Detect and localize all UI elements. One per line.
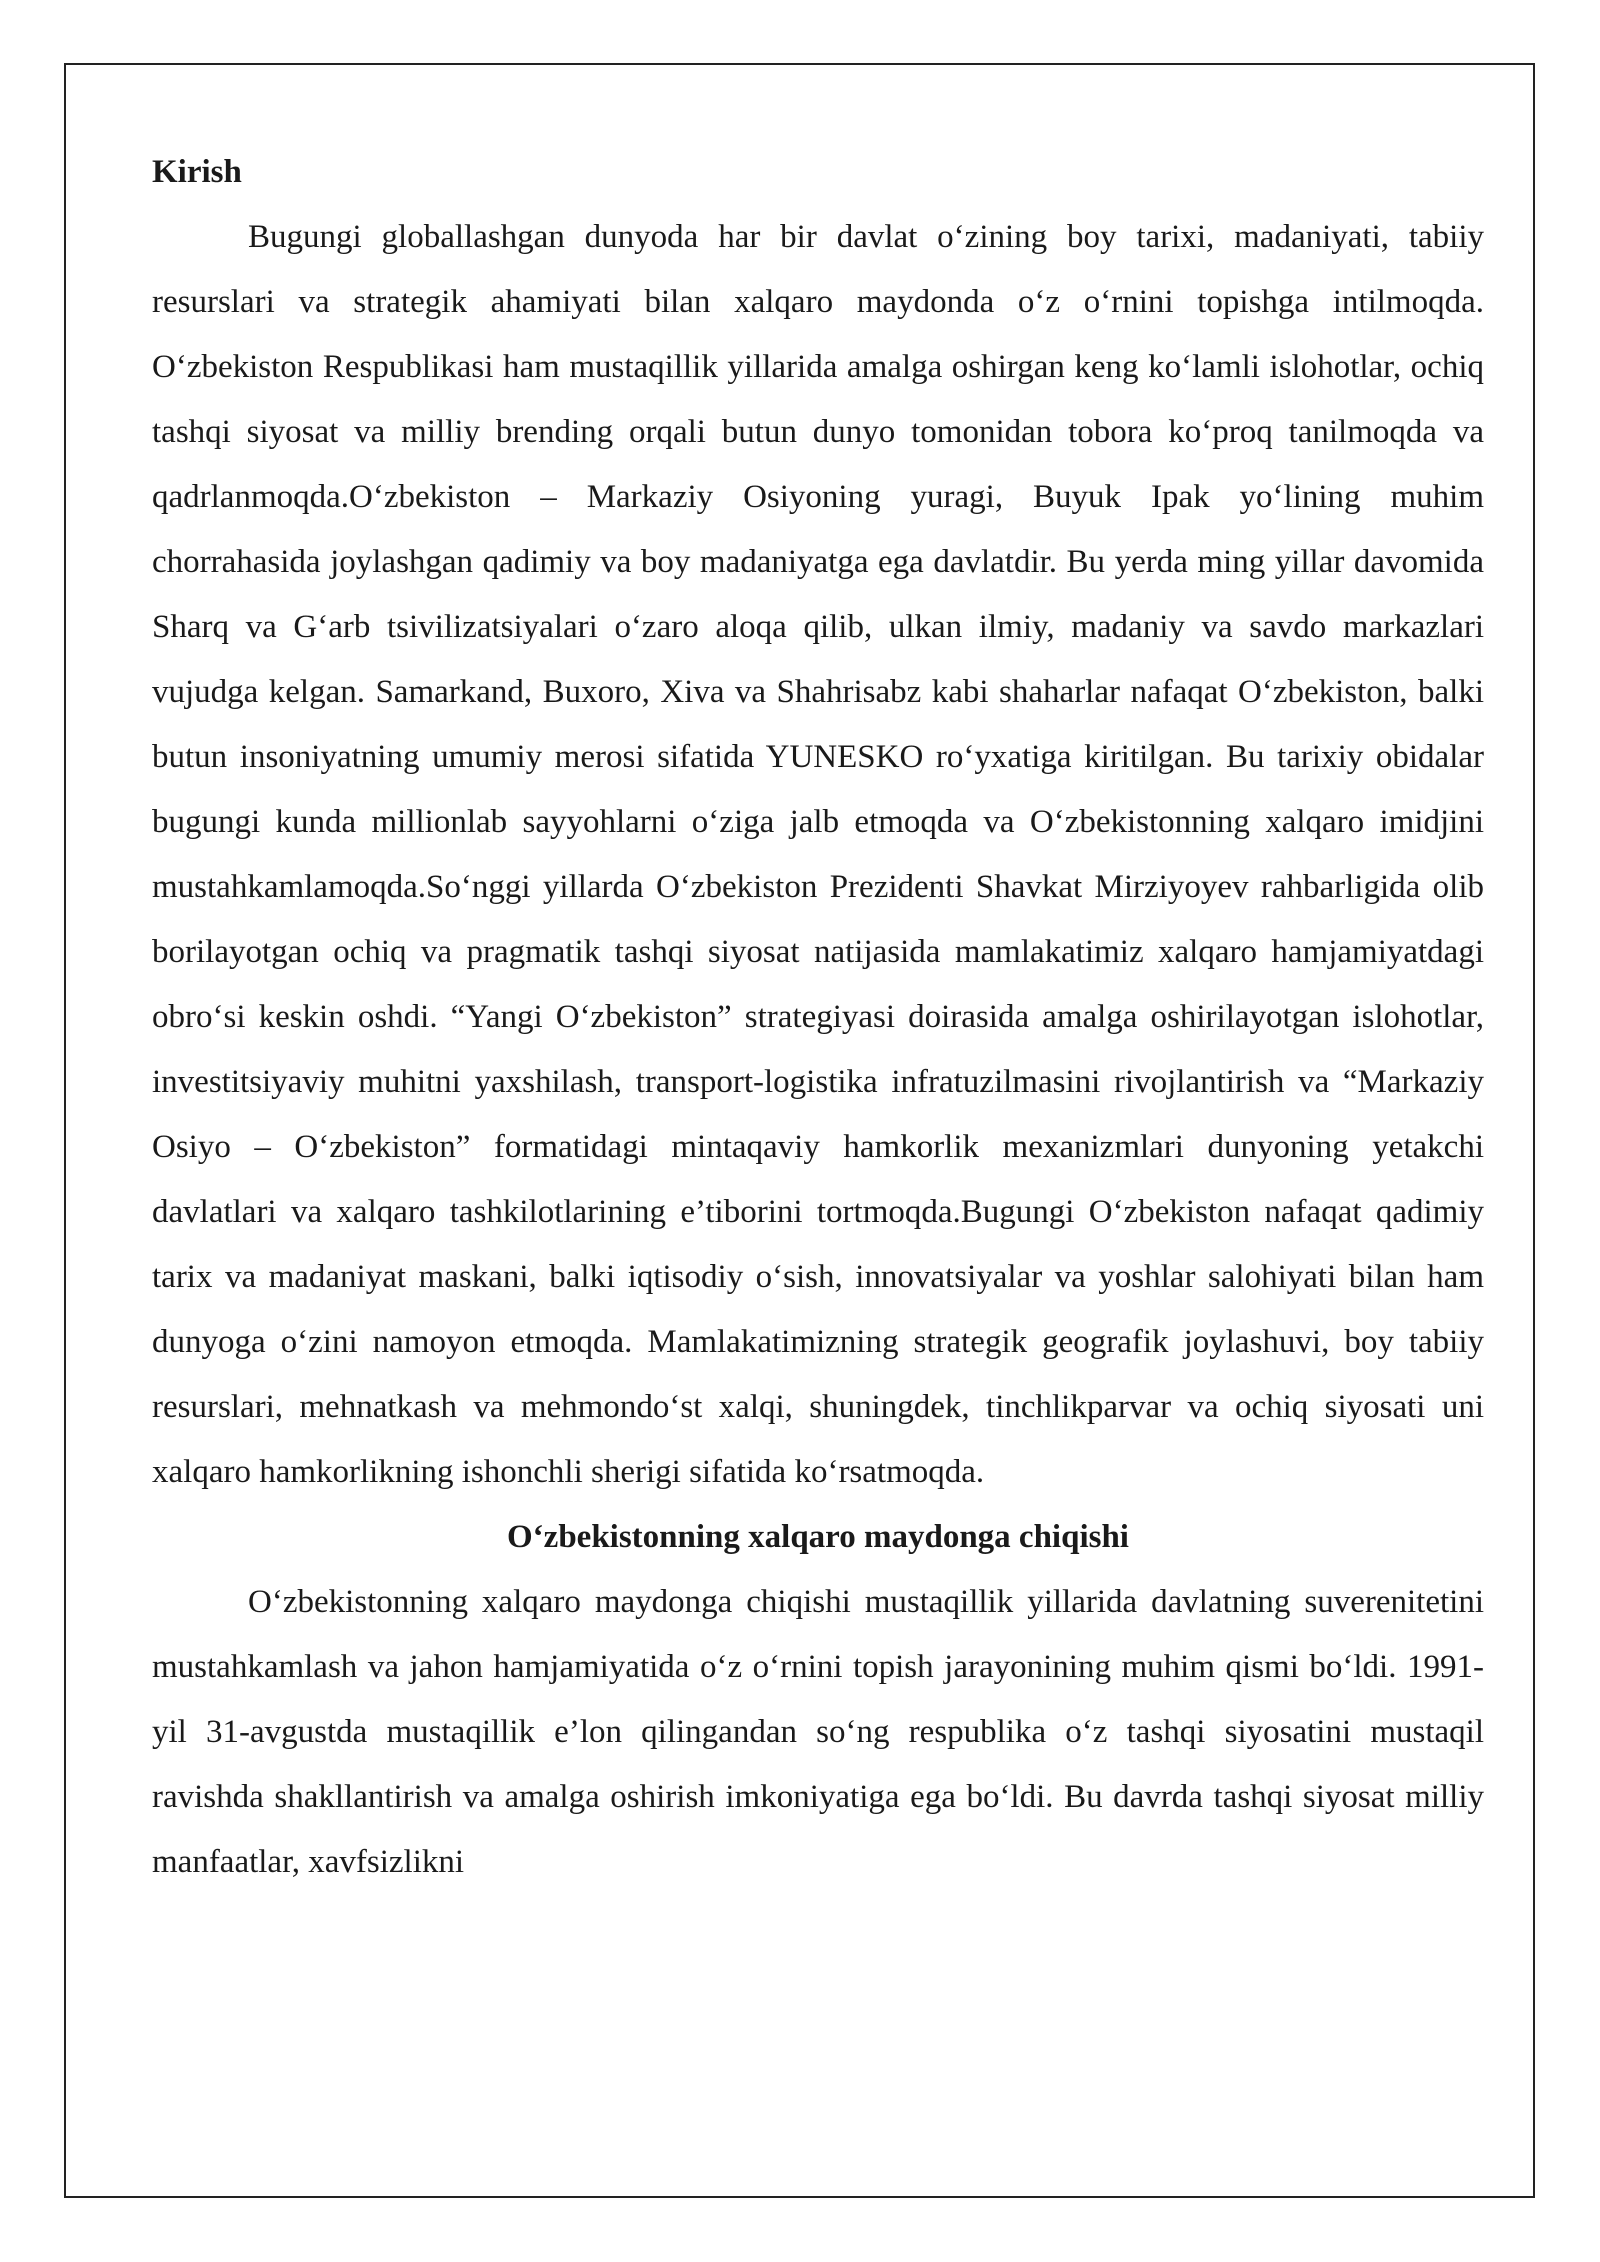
- section-heading: O‘zbekistonning xalqaro maydonga chiqishi: [507, 1519, 1129, 1555]
- document-body: [152, 140, 1484, 1895]
- section-paragraph: O‘zbekistonning xalqaro maydonga chiqishi mustaqillik yillarida davlatning suverenitetini mustahkamlash va jahon hamjamiyatida o‘z o‘rnini topish jarayonining muhim qismi bo‘ldi. 1991-yil 31-avgustda mustaqillik e’lon qilingandan so‘ng respublika o‘z tashqi siyosatini mustaqil ravishda shakllantirish va amalga oshirish imkoniyatiga ega bo‘ldi. Bu davrda tashqi siyosat milliy manfaatlar, xavfsizlikni: [152, 1584, 1484, 1880]
- intro-paragraph: Bugungi globallashgan dunyoda har bir davlat o‘zining boy tarixi, madaniyati, tabiiy resurslari va strategik ahamiyati bilan xalqaro maydonda o‘z o‘rnini topishga intilmoqda. O‘zbekiston Respublikasi ham mustaqillik yillarida amalga oshirgan keng ko‘lamli islohotlar, ochiq tashqi siyosat va milliy brending orqali butun dunyo tomonidan tobora ko‘proq tanilmoqda va qadrlanmoqda.O‘zbekiston – Markaziy Osiyoning yuragi, Buyuk Ipak yo‘lining muhim chorrahasida joylashgan qadimiy va boy madaniyatga ega davlatdir. Bu yerda ming yillar davomida Sharq va G‘arb tsivilizatsiyalari o‘zaro aloqa qilib, ulkan ilmiy, madaniy va savdo markazlari vujudga kelgan. Samarkand, Buxoro, Xiva va Shahrisabz kabi shaharlar nafaqat O‘zbekiston, balki butun insoniyatning umumiy merosi sifatida YUNESKO ro‘yxatiga kiritilgan. Bu tarixiy obidalar bugungi kunda millionlab sayyohlarni o‘ziga jalb etmoqda va O‘zbekistonning xalqaro imidjini mustahkamlamoqda.So‘nggi yillarda O‘zbekiston Prezidenti Shavkat Mirziyoyev rahbarligida olib borilayotgan ochiq va pragmatik tashqi siyosat natijasida mamlakatimiz xalqaro hamjamiyatdagi obro‘si keskin oshdi. “Yangi O‘zbekiston” strategiyasi doirasida amalga oshirilayotgan islohotlar, investitsiyaviy muhitni yaxshilash, transport-logistika infratuzilmasini rivojlantirish va “Markaziy Osiyo – O‘zbekiston” formatidagi mintaqaviy hamkorlik mexanizmlari dunyoning yetakchi davlatlari va xalqaro tashkilotlarining e’tiborini tortmoqda.Bugungi O‘zbekiston nafaqat qadimiy tarix va madaniyat maskani, balki iqtisodiy o‘sish, innovatsiyalar va yoshlar salohiyati bilan ham dunyoga o‘zini namoyon etmoqda. Mamlakatimizning strategik geografik joylashuvi, boy tabiiy resurslari, mehnatkash va mehmondo‘st xalqi, shuningdek, tinchlikparvar va ochiq siyosati uni xalqaro hamkorlikning ishonchli sherigi sifatida ko‘rsatmoqda.: [152, 219, 1484, 1490]
- intro-heading: Kirish: [152, 154, 242, 190]
